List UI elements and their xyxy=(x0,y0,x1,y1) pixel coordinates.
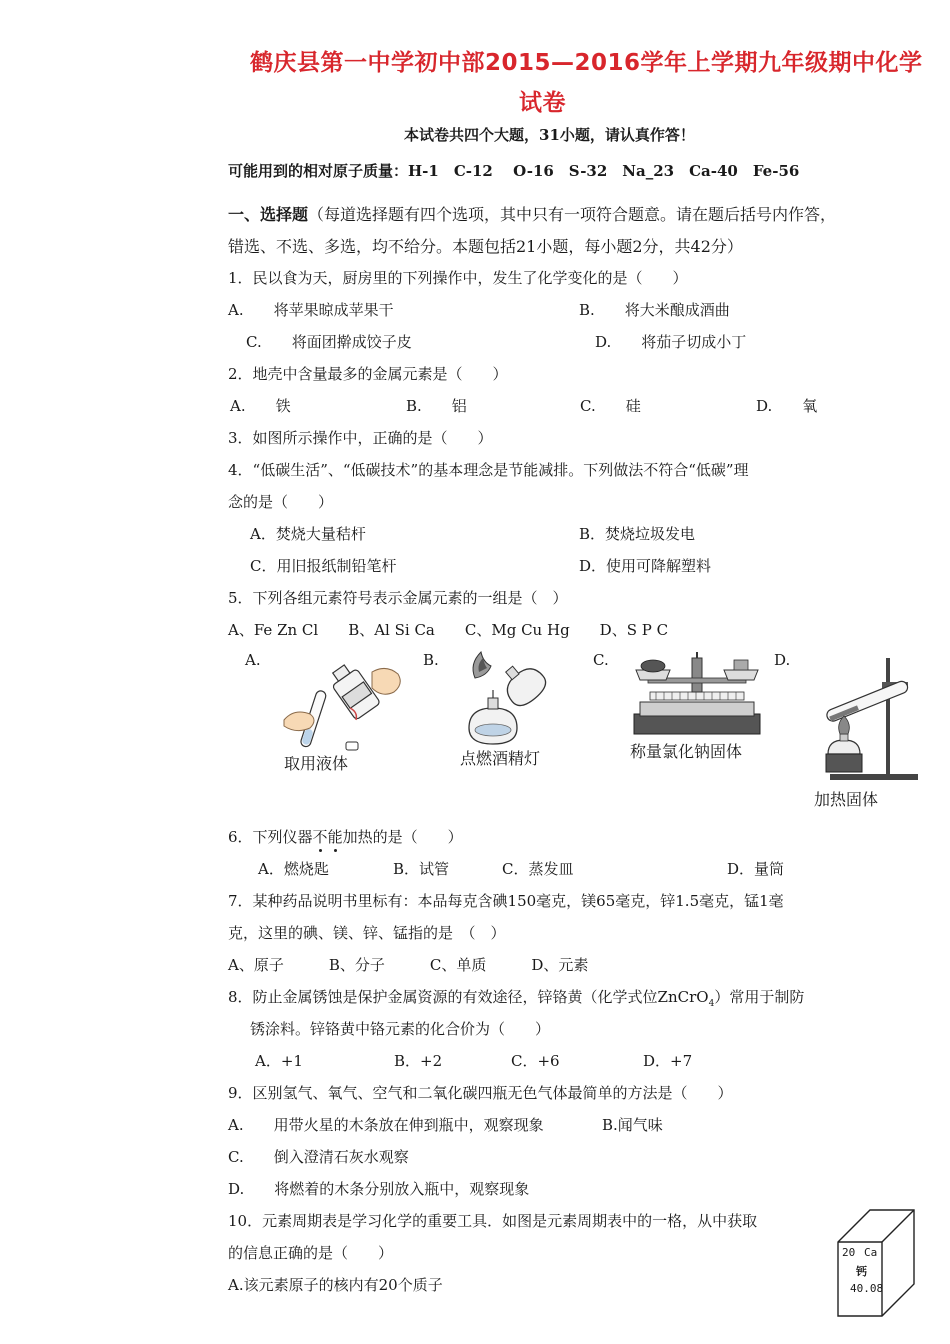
q6-stem-pre: 6．下列仪器 xyxy=(228,828,313,846)
q6-option-d: D．量筒 xyxy=(727,860,785,878)
section-instructions-1: （每道选择题有四个选项，其中只有一项符合题意。请在题后括号内作答， xyxy=(308,205,837,224)
q2-option-c: C. 硅 xyxy=(580,397,641,415)
q9-option-c: C. 倒入澄清石灰水观察 xyxy=(228,1148,409,1166)
q4-option-c: C．用旧报纸制铅笔杆 xyxy=(250,557,397,575)
q5-stem: 5．下列各组元素符号表示金属元素的一组是（ ） xyxy=(228,589,568,607)
element-symbol: Ca xyxy=(864,1246,878,1259)
section-heading: 一、选择题 xyxy=(228,205,309,224)
q7-options: A、原子 B、分子 C、单质 D、元素 xyxy=(228,956,589,974)
exam-subtitle: 本试卷共四个大题，31小题，请认真作答！ xyxy=(404,126,695,144)
q8-option-a: A．+1 xyxy=(255,1052,303,1070)
figure-c-caption: 称量氯化钠固体 xyxy=(630,742,743,761)
q4-option-a: A．焚烧大量秸杆 xyxy=(250,525,366,543)
q1-option-d: D. 将茄子切成小丁 xyxy=(595,333,747,351)
q7-stem-line2: 克，这里的碘、镁、锌、锰指的是 （ ） xyxy=(228,924,506,942)
q10-stem-line1: 10．元素周期表是学习化学的重要工具．如图是元素周期表中的一格，从中获取 xyxy=(228,1212,758,1230)
q7-stem-line1: 7．某种药品说明书里标有：本品每克含碘150毫克，镁65毫克，锌1.5毫克，锰1毫 xyxy=(228,892,784,910)
q2-stem: 2．地壳中含量最多的金属元素是（ ） xyxy=(228,365,508,383)
element-name: 钙 xyxy=(856,1265,867,1278)
q9-option-a: A. 用带火星的木条放在伸到瓶中，观察现象 xyxy=(228,1116,544,1134)
q10-option-a: A.该元素原子的核内有20个质子 xyxy=(228,1276,443,1294)
section-instructions-line2: 错选、不选、多选，均不给分。本题包括21小题，每小题2分，共42分） xyxy=(228,237,743,256)
q9-stem: 9．区别氢气、氧气、空气和二氧化碳四瓶无色气体最简单的方法是（ ） xyxy=(228,1084,733,1102)
q6-emphasis-2: 能 xyxy=(327,828,343,846)
figure-a-caption: 取用液体 xyxy=(284,754,349,773)
q8-stem-1: 8．防止金属锈蚀是保护金属资源的有效途径，锌铬黄（化学式位ZnCrO xyxy=(228,988,709,1006)
figure-b-letter: B. xyxy=(423,651,439,669)
q1-option-c: C. 将面团擀成饺子皮 xyxy=(246,333,412,351)
figure-c-balance xyxy=(630,650,765,740)
figure-c-letter: C. xyxy=(593,651,609,669)
periodic-table-cell xyxy=(836,1206,916,1318)
exam-title-line2: 试卷 xyxy=(519,90,566,116)
q8-option-b: B．+2 xyxy=(394,1052,443,1070)
figure-b-lighting-lamp xyxy=(455,650,555,750)
q4-stem-line2: 念的是（ ） xyxy=(228,493,334,511)
element-number: 20 xyxy=(842,1246,856,1259)
q6-option-b: B．试管 xyxy=(393,860,450,878)
q2-option-d: D. 氧 xyxy=(756,397,818,415)
q6-stem xyxy=(228,826,463,847)
figure-a-letter: A. xyxy=(245,651,261,669)
exam-title-line1: 鹤庆县第一中学初中部2015—2016学年上学期九年级期中化学 xyxy=(250,50,923,76)
q9-option-b: B.闻气味 xyxy=(602,1116,663,1134)
q4-option-d: D．使用可降解塑料 xyxy=(579,557,712,575)
q8-stem-line2: 锈涂料。锌铬黄中铬元素的化合价为（ ） xyxy=(250,1020,551,1038)
figure-a-pouring-liquid xyxy=(280,650,410,760)
q4-option-b: B．焚烧垃圾发电 xyxy=(579,525,696,543)
q9-option-d: D. 将燃着的木条分别放入瓶中，观察现象 xyxy=(228,1180,530,1198)
q2-option-a: A. 铁 xyxy=(230,397,291,415)
q6-option-a: A．燃烧匙 xyxy=(258,860,329,878)
figure-b-caption: 点燃酒精灯 xyxy=(460,749,541,768)
q1-option-b: B. 将大米酿成酒曲 xyxy=(579,301,730,319)
atomic-masses: 可能用到的相对原子质量：H-1 C-12 O-16 S-32 Na_23 Ca-40 Fe-56 xyxy=(228,162,800,180)
q8-option-c: C．+6 xyxy=(511,1052,560,1070)
figure-d-letter: D. xyxy=(774,651,791,669)
q8-subscript: 4 xyxy=(708,999,715,1009)
q8-stem-line1 xyxy=(228,986,804,1009)
q8-option-d: D．+7 xyxy=(643,1052,693,1070)
q6-option-c: C．蒸发皿 xyxy=(502,860,574,878)
q8-stem-1-end: ）常用于制防 xyxy=(714,988,805,1006)
q1-option-a: A. 将苹果晾成苹果干 xyxy=(228,301,394,319)
element-mass: 40.08 xyxy=(850,1282,884,1295)
q1-stem: 1．民以食为天，厨房里的下列操作中，发生了化学变化的是（ ） xyxy=(228,269,688,287)
q6-stem-post: 加热的是（ ） xyxy=(342,828,463,846)
q5-options: A、Fe Zn Cl B、Al Si Ca C、Mg Cu Hg D、S P C xyxy=(228,621,669,639)
section-instructions-line1 xyxy=(228,202,836,225)
q4-stem-line1: 4．“低碳生活”、“低碳技术”的基本理念是节能减排。下列做法不符合“低碳”理 xyxy=(228,461,749,479)
q10-stem-line2: 的信息正确的是（ ） xyxy=(228,1244,394,1262)
figure-d-caption: 加热固体 xyxy=(814,790,879,809)
figure-d-heating-solid xyxy=(810,652,922,782)
q2-option-b: B. 铝 xyxy=(406,397,467,415)
q6-emphasis-1: 不 xyxy=(312,828,328,846)
q3-stem: 3．如图所示操作中，正确的是（ ） xyxy=(228,429,493,447)
